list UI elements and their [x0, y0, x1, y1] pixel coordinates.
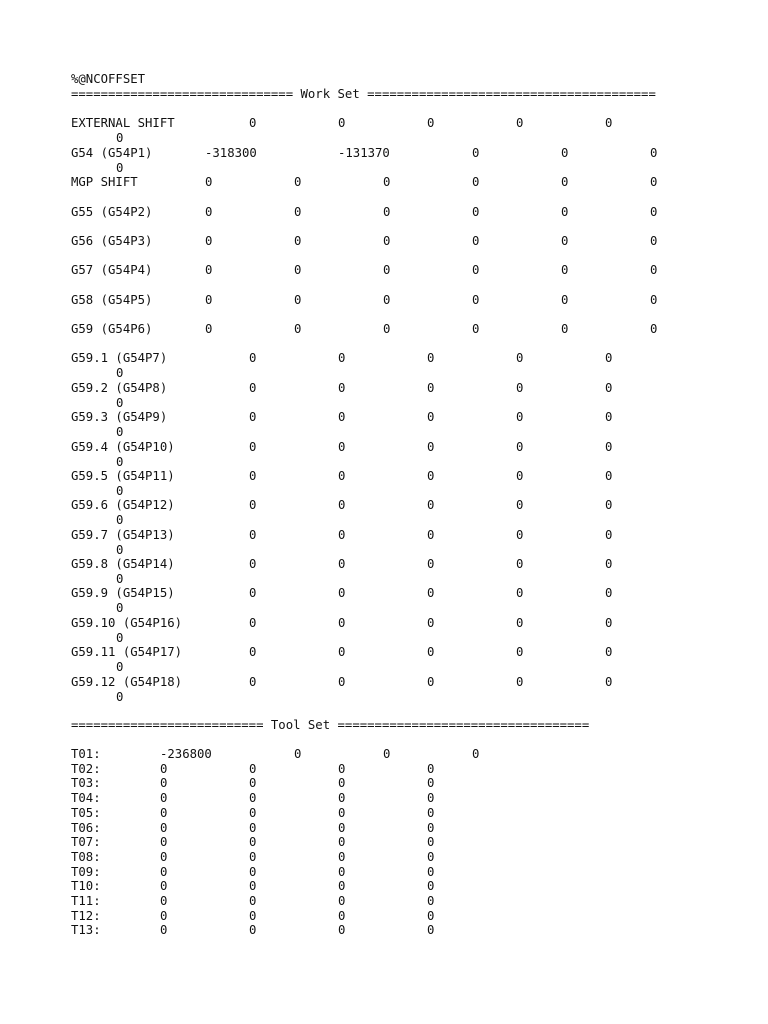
work-set-value: 0 — [516, 586, 524, 600]
tool-set-value: 0 — [427, 835, 435, 850]
work-set-label: G55 (G54P2) — [71, 205, 153, 219]
tool-set-label: T13: — [71, 923, 101, 938]
work-set-value: 0 — [561, 234, 569, 248]
tool-set-value: 0 — [160, 835, 168, 850]
work-set-value: 0 — [338, 410, 346, 424]
work-set-value: 0 — [516, 616, 524, 630]
work-set-value: 0 — [249, 586, 257, 600]
work-set-value: 0 — [516, 498, 524, 512]
work-set-value: 0 — [116, 484, 124, 498]
tool-set-value: 0 — [249, 835, 257, 850]
work-set-value: 0 — [561, 175, 569, 189]
work-set-value: 0 — [472, 234, 480, 248]
work-set-value: 0 — [116, 690, 124, 704]
tool-set-value: 0 — [249, 908, 257, 923]
work-set-value: 0 — [427, 469, 435, 483]
work-set-label: G59.1 (G54P7) — [71, 351, 168, 365]
tool-set-value: 0 — [160, 776, 168, 791]
work-set-label: G59 (G54P6) — [71, 322, 153, 336]
work-set-value: 0 — [427, 645, 435, 659]
work-set-label: G59.12 (G54P18) — [71, 675, 183, 689]
work-set-value: 0 — [249, 410, 257, 424]
work-set-value: 0 — [516, 645, 524, 659]
work-set-value: 0 — [338, 351, 346, 365]
work-set-value: 0 — [116, 425, 124, 439]
work-set-value: 0 — [561, 146, 569, 160]
work-set-value: 0 — [605, 675, 613, 689]
work-set-label: G59.10 (G54P16) — [71, 616, 183, 630]
work-set-value: 0 — [249, 528, 257, 542]
tool-set-divider: ========================== Tool Set ================================== — [71, 718, 590, 732]
tool-set-value: 0 — [338, 820, 346, 835]
tool-set-value: 0 — [427, 894, 435, 908]
work-set-value: 0 — [561, 205, 569, 219]
work-set-value: 0 — [249, 557, 257, 571]
work-set-value: 0 — [383, 322, 391, 336]
work-set-value: 0 — [249, 498, 257, 512]
work-set-value: 0 — [516, 675, 524, 689]
work-set-value: 0 — [294, 234, 302, 248]
tool-set-label: T06: — [71, 820, 101, 835]
tool-set-value: 0 — [249, 791, 257, 806]
work-set-value: 0 — [338, 586, 346, 600]
work-set-value: 0 — [338, 675, 346, 689]
tool-set-value: 0 — [427, 908, 435, 923]
work-set-value: 0 — [561, 263, 569, 277]
work-set-value: 0 — [116, 631, 124, 645]
work-set-value: 0 — [605, 469, 613, 483]
work-set-value: 0 — [249, 645, 257, 659]
work-set-value: 0 — [338, 440, 346, 454]
tool-set-value: 0 — [249, 894, 257, 908]
tool-set-value: 0 — [160, 879, 168, 894]
tool-set-value: 0 — [338, 879, 346, 894]
work-set-value: 0 — [650, 234, 658, 248]
work-set-value: 0 — [205, 205, 213, 219]
work-set-value: 0 — [427, 616, 435, 630]
tool-set-label: T03: — [71, 776, 101, 791]
tool-set-value: 0 — [427, 776, 435, 791]
tool-set-label: T02: — [71, 761, 101, 776]
work-set-value: -131370 — [338, 146, 390, 160]
tool-set-value: 0 — [338, 805, 346, 820]
work-set-value: 0 — [650, 293, 658, 307]
work-set-value: 0 — [294, 322, 302, 336]
work-set-label: EXTERNAL SHIFT — [71, 116, 175, 130]
tool-set-value: 0 — [338, 849, 346, 864]
work-set-label: G59.11 (G54P17) — [71, 645, 183, 659]
work-set-value: 0 — [205, 175, 213, 189]
work-set-value: 0 — [427, 675, 435, 689]
work-set-value: 0 — [472, 146, 480, 160]
tool-set-value: 0 — [160, 805, 168, 820]
work-set-value: 0 — [116, 543, 124, 557]
work-set-value: 0 — [116, 513, 124, 527]
work-set-value: 0 — [605, 528, 613, 542]
tool-set-label: T11: — [71, 894, 101, 908]
work-set-value: 0 — [116, 161, 124, 175]
work-set-value: 0 — [427, 528, 435, 542]
work-set-value: 0 — [205, 263, 213, 277]
tool-set-value: 0 — [338, 908, 346, 923]
work-set-value: 0 — [294, 293, 302, 307]
tool-set-value: 0 — [427, 805, 435, 820]
work-set-label: G58 (G54P5) — [71, 293, 153, 307]
work-set-value: 0 — [472, 322, 480, 336]
work-set-value: 0 — [294, 263, 302, 277]
work-set-value: 0 — [516, 410, 524, 424]
tool-set-value: 0 — [427, 791, 435, 806]
work-set-value: 0 — [516, 440, 524, 454]
work-set-value: 0 — [116, 601, 124, 615]
tool-set-value: 0 — [249, 776, 257, 791]
tool-set-value: 0 — [249, 761, 257, 776]
work-set-value: 0 — [427, 557, 435, 571]
work-set-value: 0 — [338, 557, 346, 571]
work-set-label: G59.9 (G54P15) — [71, 586, 175, 600]
work-set-value: 0 — [249, 675, 257, 689]
work-set-value: 0 — [116, 572, 124, 586]
work-set-value: 0 — [249, 469, 257, 483]
work-set-label: G56 (G54P3) — [71, 234, 153, 248]
work-set-value: 0 — [338, 498, 346, 512]
tool-set-value: 0 — [160, 923, 168, 938]
tool-set-value: 0 — [160, 864, 168, 879]
work-set-value: 0 — [516, 557, 524, 571]
tool-set-value: 0 — [249, 923, 257, 938]
work-set-value: 0 — [516, 351, 524, 365]
tool-set-label: T12: — [71, 908, 101, 923]
work-set-label: G59.6 (G54P12) — [71, 498, 175, 512]
work-set-value: 0 — [294, 205, 302, 219]
work-set-value: 0 — [605, 351, 613, 365]
work-set-value: 0 — [605, 557, 613, 571]
tool-set-label: T07: — [71, 835, 101, 850]
work-set-value: 0 — [605, 410, 613, 424]
work-set-value: 0 — [472, 263, 480, 277]
work-set-value: 0 — [116, 660, 124, 674]
tool-set-value: 0 — [160, 791, 168, 806]
work-set-value: 0 — [427, 381, 435, 395]
work-set-divider: ============================== Work Set ======================================= — [71, 87, 656, 101]
tool-set-value: 0 — [427, 923, 435, 938]
work-set-value: 0 — [427, 410, 435, 424]
work-set-value: 0 — [605, 498, 613, 512]
work-set-value: 0 — [249, 440, 257, 454]
work-set-value: 0 — [205, 234, 213, 248]
work-set-value: 0 — [338, 381, 346, 395]
work-set-label: G59.7 (G54P13) — [71, 528, 175, 542]
work-set-label: G59.3 (G54P9) — [71, 410, 168, 424]
work-set-value: 0 — [338, 616, 346, 630]
tool-set-label: T04: — [71, 791, 101, 806]
document-header: %@NCOFFSET — [71, 72, 146, 86]
work-set-value: 0 — [605, 116, 613, 130]
work-set-value: 0 — [650, 322, 658, 336]
tool-set-value: 0 — [338, 864, 346, 879]
tool-set-value: 0 — [427, 761, 435, 776]
work-set-label: G59.4 (G54P10) — [71, 440, 175, 454]
tool-set-value: 0 — [249, 864, 257, 879]
work-set-value: 0 — [383, 205, 391, 219]
tool-set-value: 0 — [160, 761, 168, 776]
work-set-value: 0 — [116, 455, 124, 469]
tool-set-value: 0 — [338, 776, 346, 791]
tool-set-value: 0 — [427, 820, 435, 835]
tool-set-label: T10: — [71, 879, 101, 894]
work-set-value: 0 — [605, 381, 613, 395]
work-set-value: 0 — [650, 263, 658, 277]
work-set-value: 0 — [205, 293, 213, 307]
tool-set-value: 0 — [338, 761, 346, 776]
tool-set-value: 0 — [249, 879, 257, 894]
tool-set-value: 0 — [294, 747, 302, 761]
work-set-value: 0 — [249, 381, 257, 395]
work-set-label: G59.5 (G54P11) — [71, 469, 175, 483]
work-set-value: 0 — [383, 234, 391, 248]
work-set-label: G59.2 (G54P8) — [71, 381, 168, 395]
work-set-value: 0 — [472, 175, 480, 189]
work-set-label: G59.8 (G54P14) — [71, 557, 175, 571]
work-set-value: 0 — [427, 440, 435, 454]
tool-set-value: 0 — [249, 849, 257, 864]
work-set-value: 0 — [472, 293, 480, 307]
work-set-value: 0 — [427, 116, 435, 130]
work-set-value: 0 — [383, 263, 391, 277]
work-set-label: G57 (G54P4) — [71, 263, 153, 277]
tool-set-value: 0 — [160, 820, 168, 835]
tool-set-value: -236800 — [160, 747, 212, 761]
work-set-value: 0 — [116, 131, 124, 145]
work-set-value: 0 — [249, 351, 257, 365]
work-set-value: 0 — [561, 322, 569, 336]
tool-set-value: 0 — [249, 805, 257, 820]
work-set-value: 0 — [383, 175, 391, 189]
work-set-value: 0 — [427, 351, 435, 365]
work-set-value: 0 — [605, 616, 613, 630]
work-set-value: 0 — [249, 116, 257, 130]
tool-set-value: 0 — [338, 894, 346, 908]
tool-set-value: 0 — [160, 894, 168, 908]
tool-set-label: T09: — [71, 864, 101, 879]
work-set-label: MGP SHIFT — [71, 175, 138, 189]
work-set-value: 0 — [427, 586, 435, 600]
work-set-value: 0 — [561, 293, 569, 307]
work-set-value: 0 — [516, 469, 524, 483]
tool-set-value: 0 — [338, 791, 346, 806]
work-set-value: 0 — [338, 645, 346, 659]
work-set-value: 0 — [338, 528, 346, 542]
tool-set-value: 0 — [472, 747, 480, 761]
work-set-value: 0 — [650, 205, 658, 219]
work-set-value: 0 — [516, 116, 524, 130]
tool-set-label: T08: — [71, 849, 101, 864]
work-set-value: 0 — [605, 440, 613, 454]
work-set-value: 0 — [605, 586, 613, 600]
tool-set-value: 0 — [383, 747, 391, 761]
work-set-value: 0 — [650, 175, 658, 189]
work-set-value: 0 — [472, 205, 480, 219]
work-set-value: 0 — [338, 116, 346, 130]
work-set-value: 0 — [338, 469, 346, 483]
work-set-value: 0 — [605, 645, 613, 659]
tool-set-value: 0 — [427, 879, 435, 894]
tool-set-value: 0 — [427, 849, 435, 864]
work-set-value: 0 — [205, 322, 213, 336]
work-set-value: 0 — [249, 616, 257, 630]
work-set-value: 0 — [383, 293, 391, 307]
work-set-value: 0 — [516, 381, 524, 395]
tool-set-value: 0 — [338, 923, 346, 938]
tool-set-value: 0 — [160, 849, 168, 864]
tool-set-value: 0 — [249, 820, 257, 835]
tool-set-label: T05: — [71, 805, 101, 820]
work-set-value: 0 — [516, 528, 524, 542]
work-set-label: G54 (G54P1) — [71, 146, 153, 160]
tool-set-value: 0 — [427, 864, 435, 879]
work-set-value: -318300 — [205, 146, 257, 160]
tool-set-value: 0 — [338, 835, 346, 850]
work-set-value: 0 — [116, 396, 124, 410]
tool-set-value: 0 — [160, 908, 168, 923]
tool-set-label: T01: — [71, 747, 101, 761]
work-set-value: 0 — [650, 146, 658, 160]
work-set-value: 0 — [294, 175, 302, 189]
work-set-value: 0 — [116, 366, 124, 380]
work-set-value: 0 — [427, 498, 435, 512]
